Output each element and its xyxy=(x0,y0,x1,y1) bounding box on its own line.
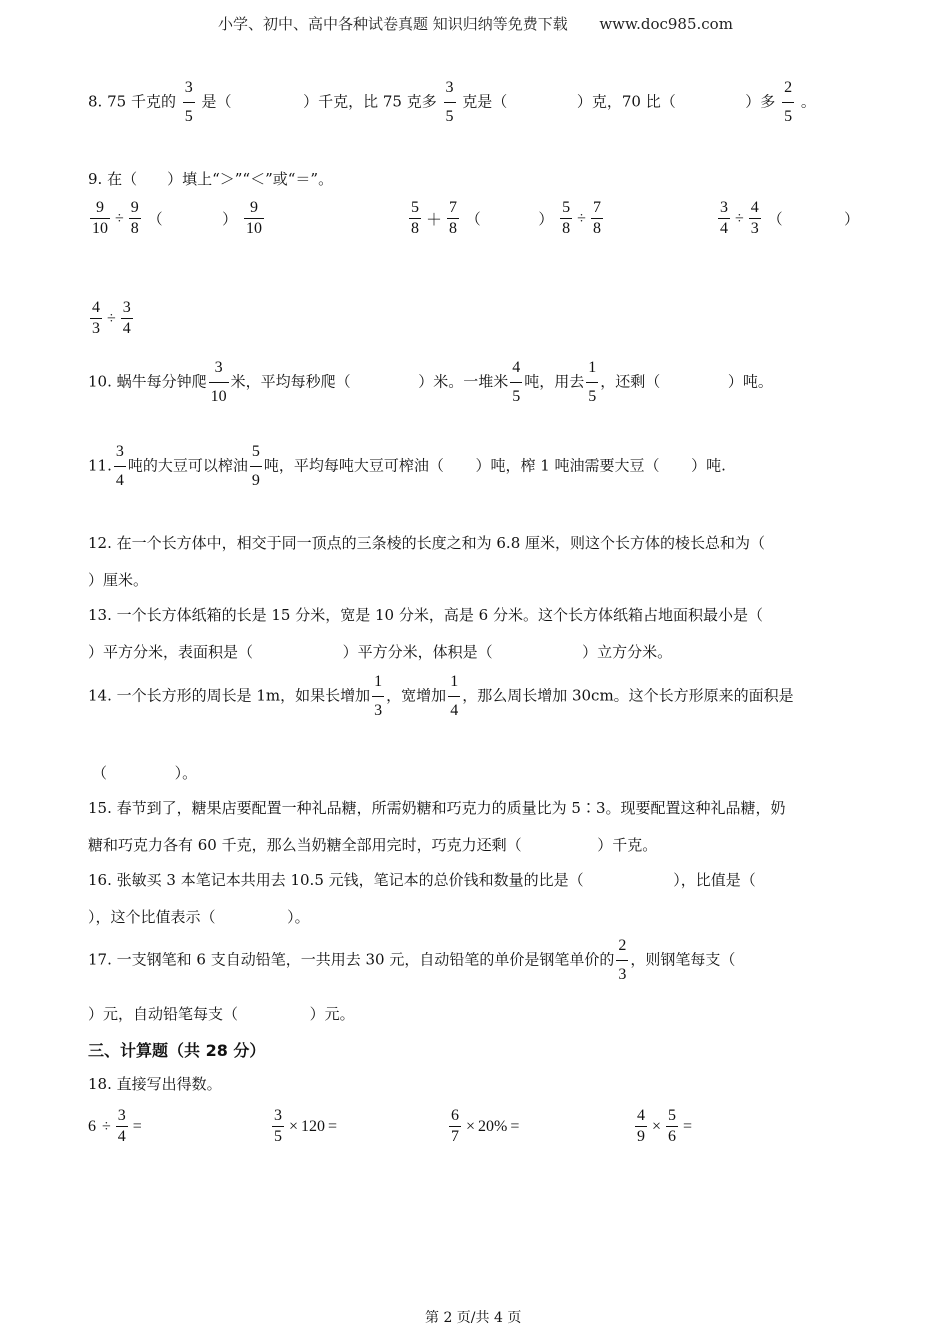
fraction: $\frac{1}{3}$ xyxy=(374,673,383,719)
fraction: $\frac{3}{4}$ xyxy=(720,199,728,237)
fraction: $\frac{2}{3}$ xyxy=(618,937,627,983)
fraction: $\frac{7}{8}$ xyxy=(449,199,458,237)
question-16-line2: ），这个比值表示（ ）。 xyxy=(88,908,310,926)
fraction: $\frac{3}{10}$ xyxy=(210,359,227,405)
header-site: www.doc985.com xyxy=(599,15,733,33)
question-15-line2: 糖和巧克力各有 60 千克，那么当奶糖全部用完时，巧克力还剩（ ）千克。 xyxy=(88,836,658,854)
fraction: $\frac{3}{5}$ xyxy=(445,79,454,125)
page-number: 第 2 页/共 4 页 xyxy=(425,1310,522,1326)
fraction: $\frac{1}{5}$ xyxy=(588,359,597,405)
fraction: $\frac{5}{8}$ xyxy=(411,199,419,237)
question-17-line2: ）元，自动铅笔每支（ ）元。 xyxy=(88,1005,355,1023)
fraction: $\frac{1}{4}$ xyxy=(450,673,459,719)
question-15-line1: 15. 春节到了，糖果店要配置一种礼品糖，所需奶糖和巧克力的质量比为 5∶3。现要配置这种礼品糖，奶 xyxy=(88,799,786,817)
question-9-title: 9. 在（ ）填上“＞”“＜”或“＝”。 xyxy=(88,170,334,188)
question-14-line2: （ ）。 xyxy=(92,764,198,782)
fraction: $\frac{4}{3}$ xyxy=(750,199,759,237)
q9-item-3-right: $\frac{4}{3}$ ÷ $\frac{3}{4}$ xyxy=(92,299,131,337)
question-12-line1: 12. 在一个长方体中，相交于同一顶点的三条棱的长度之和为 6.8 厘米，则这个长方体的棱长总和为（ xyxy=(88,534,766,552)
q9-item-3: $\frac{3}{4}$ ÷ $\frac{4}{3}$ （ ） xyxy=(720,199,860,237)
page-header xyxy=(218,13,733,34)
question-10: 10. 蜗牛每分钟爬 $\frac{3}{10}$ 米，平均每秒爬（ ）米。一堆米 $\frac{4}{5}$ 吨，用去 $\frac{1}{5}$ ，还剩（ ）吨。 xyxy=(88,359,773,405)
calc-item-3: $\frac{6}{7}$ × 20% = xyxy=(451,1107,520,1145)
fraction: $\frac{5}{8}$ xyxy=(562,199,571,237)
fraction: $\frac{3}{5}$ xyxy=(274,1107,282,1145)
question-12-line2: ）厘米。 xyxy=(88,571,149,589)
fraction: $\frac{9}{8}$ xyxy=(130,199,139,237)
question-18-title: 18. 直接写出得数。 xyxy=(88,1075,222,1093)
question-11: 11. $\frac{3}{4}$ 吨的大豆可以榨油 $\frac{5}{9}$ 吨，平均每吨大豆可榨油（ ）吨，榨 1 吨油需要大豆（ ）吨. xyxy=(88,443,726,489)
fraction: $\frac{3}{4}$ xyxy=(122,299,131,337)
fraction: $\frac{5}{6}$ xyxy=(668,1107,677,1145)
fraction: $\frac{5}{9}$ xyxy=(251,443,260,489)
fraction: $\frac{4}{3}$ xyxy=(92,299,100,337)
calc-item-1: 6 ÷ $\frac{3}{4}$ = xyxy=(88,1107,142,1145)
fraction: $\frac{3}{5}$ xyxy=(184,79,193,125)
fraction: $\frac{4}{5}$ xyxy=(512,359,521,405)
header-title: 小学、初中、高中各种试卷真题 知识归纳等免费下载 xyxy=(218,15,568,33)
fraction: $\frac{3}{4}$ xyxy=(115,443,124,489)
question-13-line2: ）平方分米，表面积是（ ）平方分米，体积是（ ）立方分米。 xyxy=(88,643,673,661)
question-8: 8. 75 千克的 $\frac{3}{5}$ 是（ ）千克，比 75 克多 $\frac{3}{5}$ 克是（ ）克，70 比（ ）多 $\frac{2}{5}$ 。 xyxy=(88,79,816,125)
section-title: 三、计算题（共 28 分） xyxy=(88,1041,266,1060)
fraction: $\frac{3}{4}$ xyxy=(117,1107,126,1145)
question-13-line1: 13. 一个长方体纸箱的长是 15 分米，宽是 10 分米，高是 6 分米。这个长方体纸箱占地面积最小是（ xyxy=(88,606,763,624)
fraction: $\frac{2}{5}$ xyxy=(784,79,793,125)
question-17: 17. 一支钢笔和 6 支自动铅笔，一共用去 30 元，自动铅笔的单价是钢笔单价的 $\frac{2}{3}$ ，则钢笔每支（ xyxy=(88,937,736,983)
question-14: 14. 一个长方形的周长是 1m，如果长增加 $\frac{1}{3}$ ，宽增加 $\frac{1}{4}$ ，那么周长增加 30cm。这个长方形原来的面积是 xyxy=(88,673,794,719)
calc-item-4: $\frac{4}{9}$ × $\frac{5}{6}$ = xyxy=(637,1107,693,1145)
q9-item-2: $\frac{5}{8}$ ＋ $\frac{7}{8}$ （ ） $\frac{5}{8}$ ÷ $\frac{7}{8}$ xyxy=(411,199,601,237)
q9-item-1: $\frac{9}{10}$ ÷ $\frac{9}{8}$ （ ） $\frac{9}{10}$ xyxy=(92,199,262,237)
fraction: $\frac{6}{7}$ xyxy=(451,1107,459,1145)
calc-item-2: $\frac{3}{5}$ × 120 = xyxy=(274,1107,338,1145)
fraction: $\frac{4}{9}$ xyxy=(637,1107,645,1145)
fraction: $\frac{7}{8}$ xyxy=(592,199,601,237)
fraction: $\frac{9}{10}$ xyxy=(245,199,262,237)
question-16-line1: 16. 张敏买 3 本笔记本共用去 10.5 元钱，笔记本的总价钱和数量的比是（ ），比值是（ xyxy=(88,871,756,889)
fraction: $\frac{9}{10}$ xyxy=(92,199,108,237)
